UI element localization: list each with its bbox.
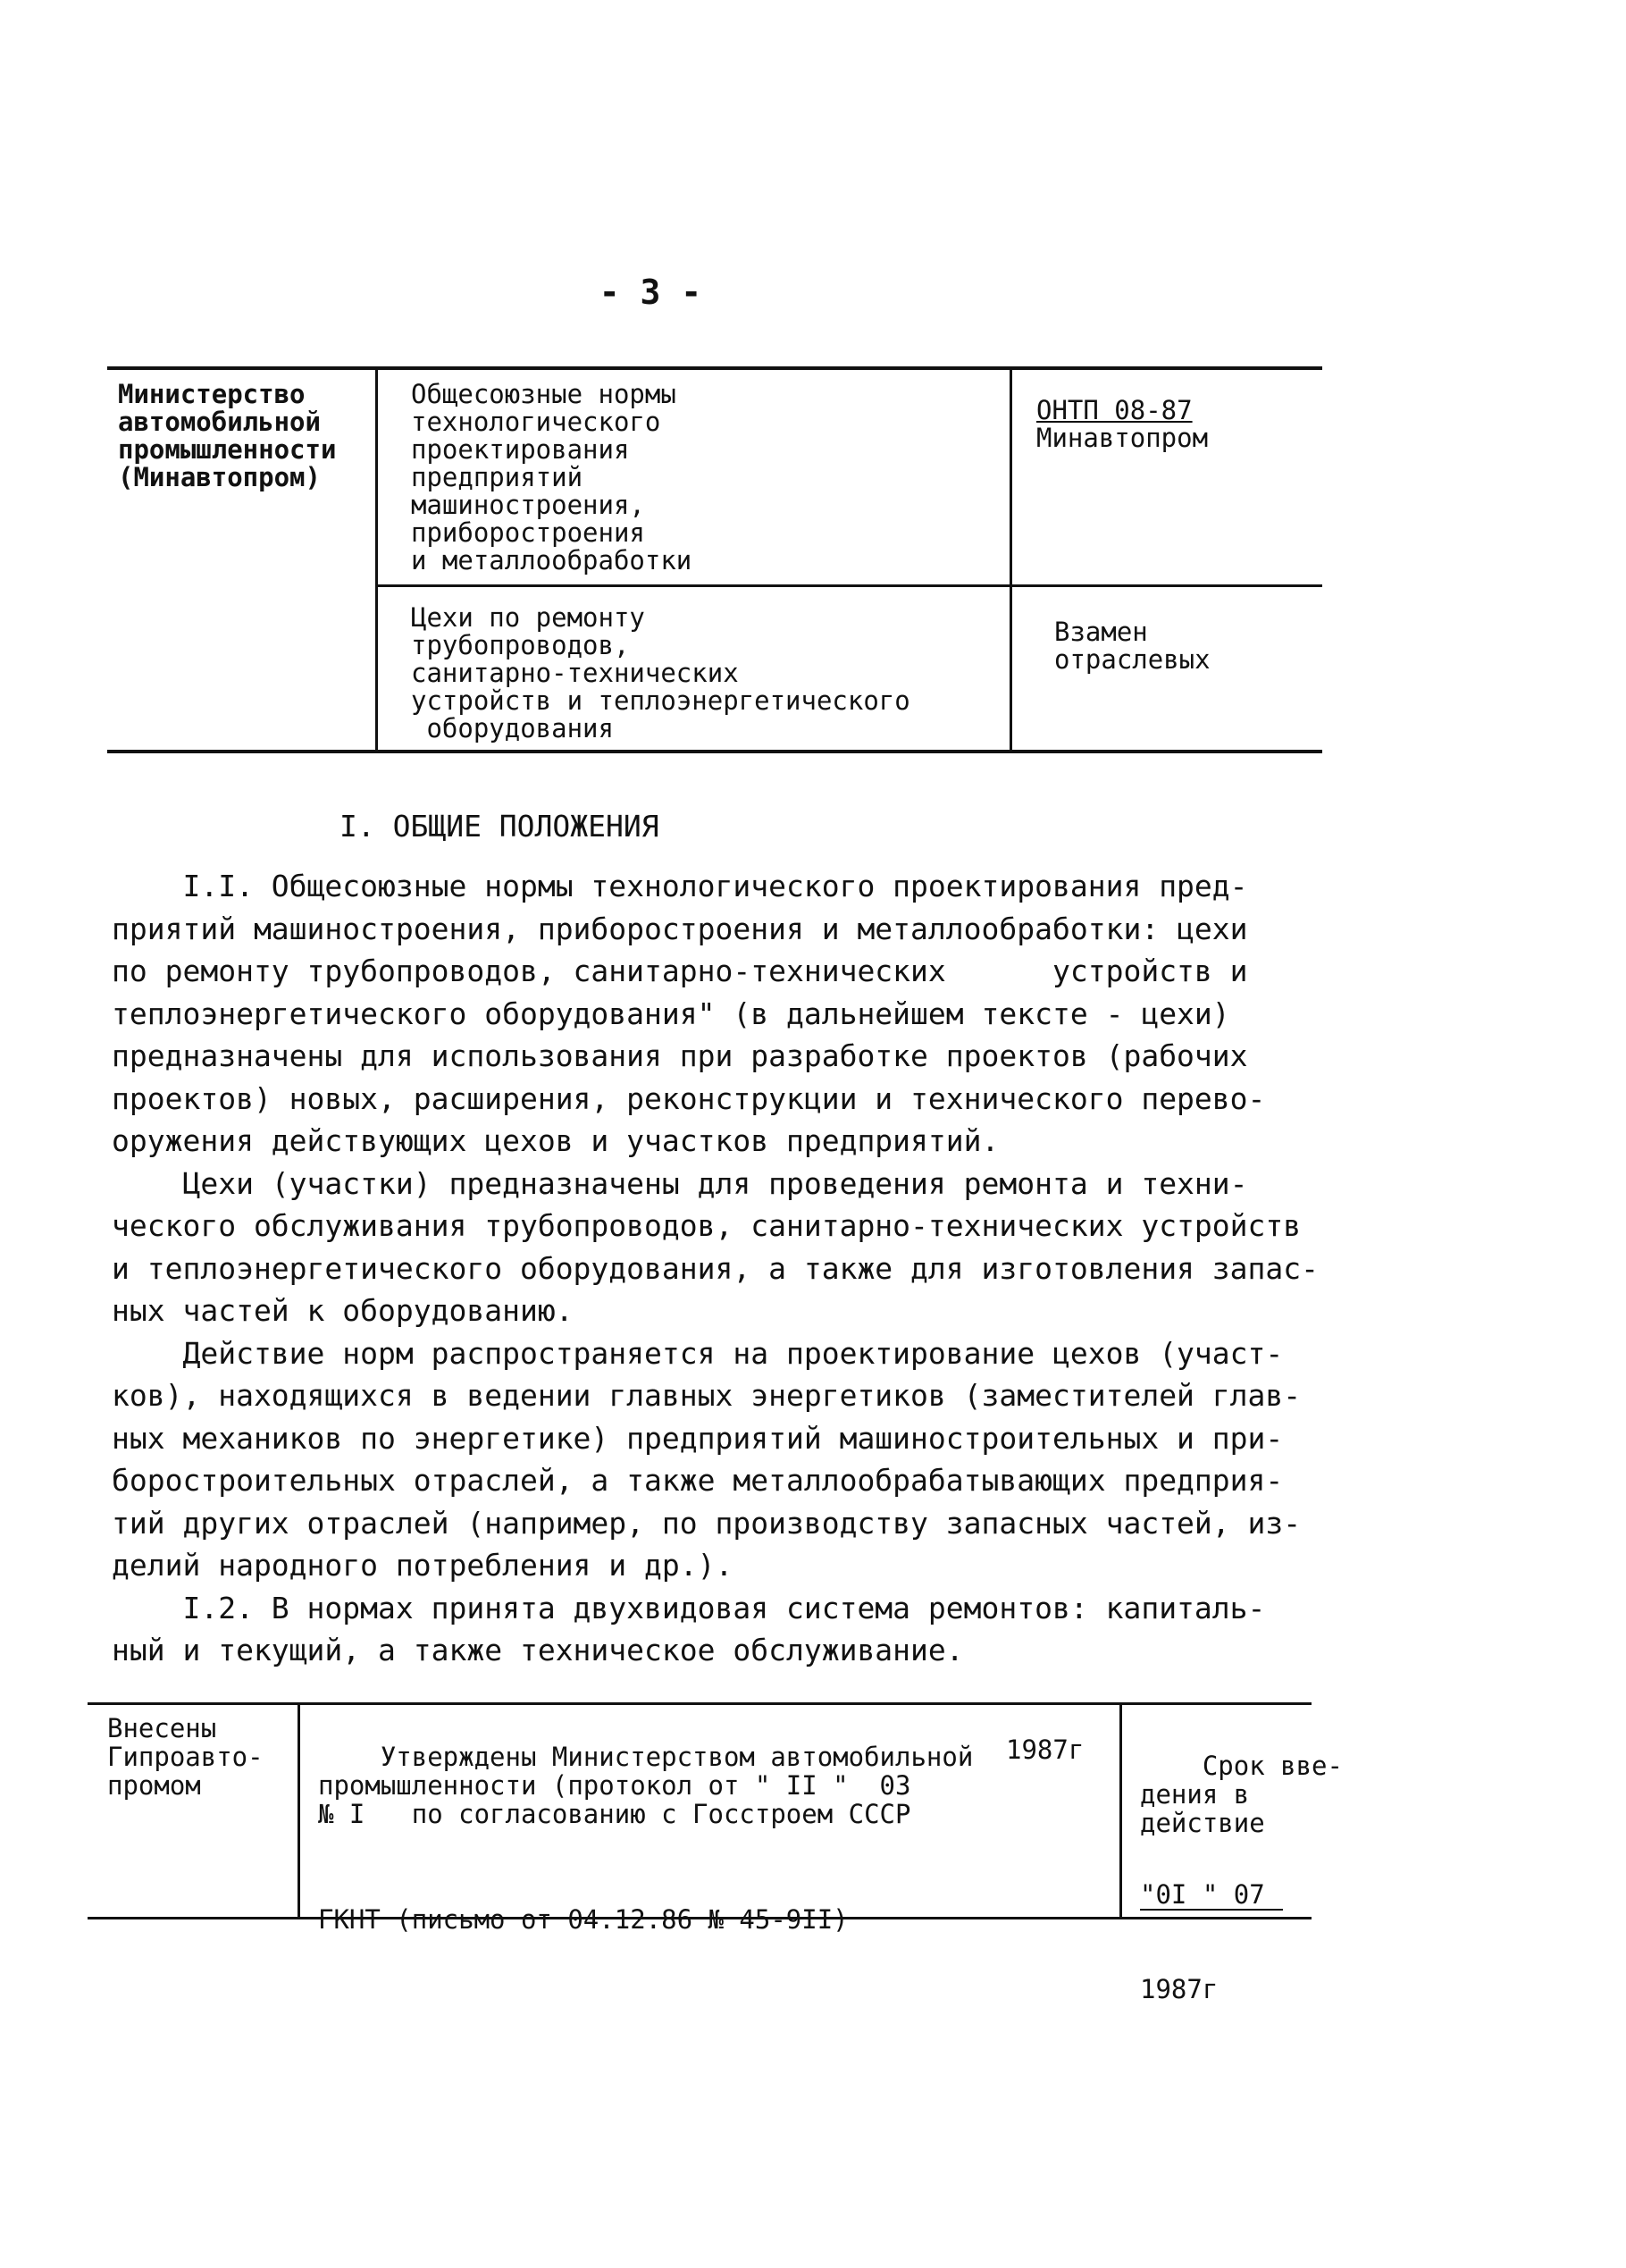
gknt-letter: ГКНТ (письмо от 04.12.86 № 45-9II)	[318, 1904, 849, 1935]
body-text	[112, 865, 1320, 1672]
effective-date: "0I " 07	[1140, 1880, 1283, 1911]
approval-year: 1987г	[1006, 1735, 1085, 1765]
introduced-by: Внесены Гипроавто- промом	[107, 1713, 264, 1801]
norms-title: Общесоюзные нормы технологического проектирования предприятий машиностроения, приборостроения и металлообработки	[411, 379, 692, 575]
document-issuer: Минавтопром	[1036, 423, 1209, 453]
footer-divider	[1119, 1705, 1122, 1917]
header-table	[107, 366, 1322, 753]
document-code: ОНТП 08-87	[1036, 395, 1193, 425]
footer-table	[88, 1702, 1343, 2004]
header-divider	[375, 370, 378, 750]
shops-title: Цехи по ремонту трубопроводов, санитарно-технических устройств и теплоэнергетического оборудования	[411, 602, 910, 743]
footer-divider	[298, 1705, 300, 1917]
paragraph: I.2. В нормах принята двухвидовая система ремонтов: капиталь- ный и текущий, а также техническое обслуживание.	[112, 1590, 1266, 1667]
paragraph: Действие норм распространяется на проектирование цехов (участ- ков), находящихся в ведении главных энергетиков (заместителей глав- ных механиков по энергетике) предприятий машиностроительных и при- боростроительных отраслей, а также металлообрабатывающих предприя- тий других отраслей (например, по производству запасных частей, из- делий народного потребления и др.).	[112, 1335, 1302, 1583]
document-code-block	[1036, 397, 1208, 452]
effective-date-block	[1140, 1723, 1343, 2061]
paragraph: I.I. Общесоюзные нормы технологического проектирования пред- приятий машиностроения, приборостроения и металлообработки: цехи по ремонту трубопроводов, санитарно-технических устройств и теплоэнергетического оборудования" (в дальнейшем тексте - цехи) предназначены для использования при разработке проектов (рабочих проектов) новых, расширения, реконструкции и технического перево- оружения действующих цехов и участков предприятий.	[112, 869, 1266, 1158]
ministry-name: Министерство автомобильной промышленности (Минавтопром)	[118, 379, 337, 492]
approved-by: Утверждены Министерством автомобильной промышленности (протокол от " II " 03 № I по согласованию с Госстроем СССР	[318, 1742, 974, 1829]
replaces-note: Взамен отраслевых	[1054, 617, 1211, 675]
header-divider	[1010, 370, 1012, 750]
approval-block	[318, 1714, 1085, 1991]
paragraph: Цехи (участки) предназначены для проведения ремонта и техни- ческого обслуживания трубопроводов, санитарно-технических устройств и теплоэнергетического оборудования, а также для изготовления запас- ных частей к оборудованию.	[112, 1165, 1320, 1328]
effective-label: Срок вве- дения в действие	[1140, 1751, 1343, 1838]
page-number: - 3 -	[599, 273, 702, 312]
effective-year: 1987г	[1140, 1974, 1219, 2004]
header-divider	[375, 584, 1322, 587]
section-title: I. ОБЩИЕ ПОЛОЖЕНИЯ	[339, 809, 659, 844]
